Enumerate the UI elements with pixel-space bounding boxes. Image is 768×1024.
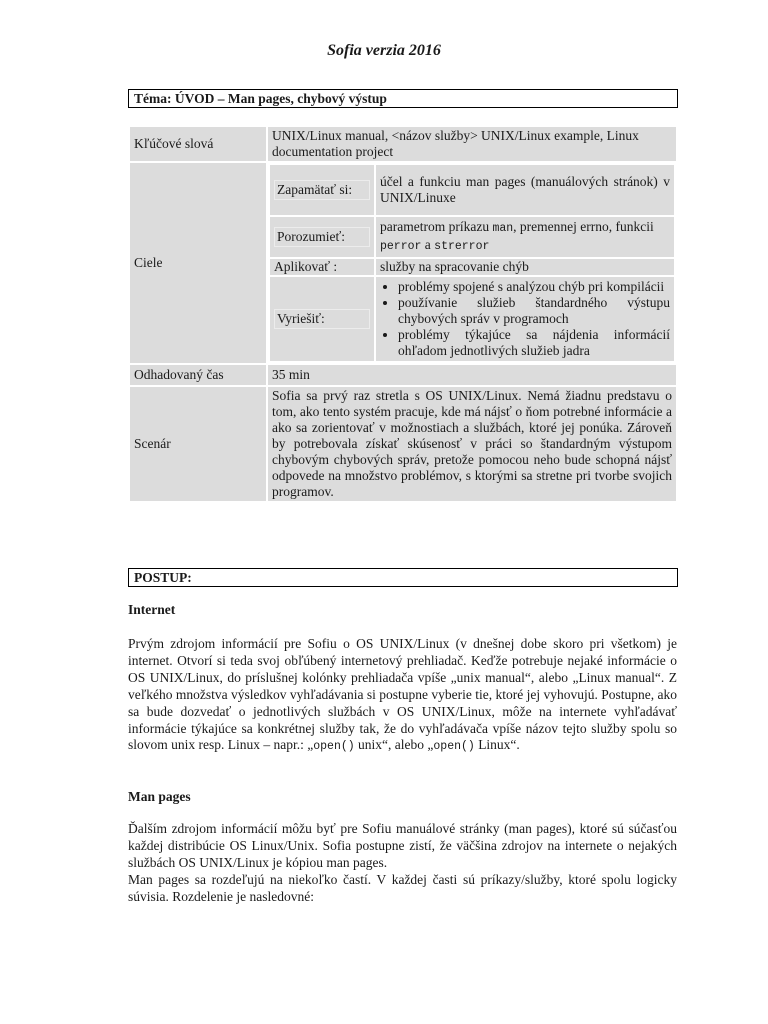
goal-remember-value: účel a funkciu man pages (manuálových stránok) v UNIX/Linuxe (376, 165, 674, 215)
code-man: man (492, 222, 514, 235)
solve-list (380, 279, 670, 359)
goals-table (268, 163, 676, 363)
code-open: open() (313, 740, 355, 754)
code-perror: perror (380, 240, 422, 253)
solve-item: • problémy týkajúce sa nájdenia informácií ohľadom jednotlivých služieb jadra (398, 327, 670, 359)
goal-remember-row (270, 165, 674, 215)
goal-solve-label: Vyriešiť: (270, 277, 374, 361)
lesson-info-table (128, 125, 678, 503)
scenario-value: Sofia sa prvý raz stretla s OS UNIX/Linux. Nemá žiadnu predstavu o tom, ako tento systém pracuje, kde má nájsť o ňom potrebné informácie a ako sa zorientovať v možnostiach a službách, ktoré jej ponúka. Zároveň by potrebovala získať skúsenosť v práci so štandardným výstupom chybovým chybových správ, pretože pomocou neho bude schopná nájsť odpovede na množstvo problémov, s ktorými sa stretne pri tvorbe svojich programov. (268, 387, 676, 501)
internet-heading: Internet (128, 602, 176, 617)
goal-understand-label: Porozumieť: (270, 217, 374, 257)
goal-apply-value: služby na spracovanie chýb (376, 259, 674, 275)
manpages-paragraph-2: Man pages sa rozdeľujú na niekoľko častí. V každej časti sú príkazy/služby, ktoré spolu logicky súvisia. Rozdelenie je nasledovné: (128, 871, 677, 904)
goals-row (130, 163, 676, 363)
internet-paragraph: Prvým zdrojom informácií pre Sofiu o OS UNIX/Linux (v dnešnej dobe skoro pri všetkom) je internet. Otvorí si teda svoj obľúbený internetový prehliadač. Keďže potrebuje nejaké informácie o OS UNIX/Linux, do príslušnej kolónky prehliadača vpíše „unix manual“, alebo „Linux manual“. Z veľkého množstva výsledkov vyhľadávania si postupne vyberie tie, ktoré jej vyhovujú. Postupne, ako sa bude dozvedať o jednotlivých službách v OS UNIX/Linux, môže na internete vyhľadávať informácie týkajúce sa konkrétnej služby tak, že do vyhľadávača vpíše názov tejto služby spolu so slovom unix resp. Linux – napr.: „open() unix“, alebo „open() Linux“. (128, 636, 677, 754)
goal-apply-row (270, 259, 674, 275)
goal-understand-row (270, 217, 674, 257)
time-label: Odhadovaný čas (130, 365, 266, 385)
time-value: 35 min (268, 365, 676, 385)
topic-heading-box: Téma: ÚVOD – Man pages, chybový výstup (128, 89, 678, 108)
goal-apply-label: Aplikovať : (270, 259, 374, 275)
goal-remember-label: Zapamätať si: (270, 165, 374, 215)
code-strerror: strerror (434, 240, 490, 253)
procedure-heading-box: POSTUP: (128, 568, 678, 587)
goal-understand-value: parametrom príkazu man, premennej errno, funkcii perror a strerror (376, 217, 674, 257)
keywords-row (130, 127, 676, 161)
goals-cell (268, 163, 676, 363)
scenario-label: Scenár (130, 387, 266, 501)
document-title: Sofia verzia 2016 (327, 42, 441, 59)
keywords-value: UNIX/Linux manual, <názov služby> UNIX/Linux example, Linux documentation project (268, 127, 676, 161)
manpages-heading: Man pages (128, 789, 191, 804)
code-open: open() (433, 740, 475, 754)
scenario-row (130, 387, 676, 501)
solve-item: • problémy spojené s analýzou chýb pri kompilácii (398, 279, 670, 295)
time-row (130, 365, 676, 385)
solve-item: • používanie služieb štandardného výstupu chybových správ v programoch (398, 295, 670, 327)
keywords-label: Kľúčové slová (130, 127, 266, 161)
goal-solve-value (376, 277, 674, 361)
manpages-paragraph-1: Ďalším zdrojom informácií môžu byť pre Sofiu manuálové stránky (man pages), ktoré sú súčasťou každej distribúcie OS Linux/Unix. Sofia postupne zistí, že väčšina zdrojov na internete o nejakých službách OS UNIX/Linux je kópiou man pages. (128, 821, 677, 870)
goal-solve-row (270, 277, 674, 361)
manpages-paragraph (128, 821, 677, 906)
goals-label: Ciele (130, 163, 266, 363)
